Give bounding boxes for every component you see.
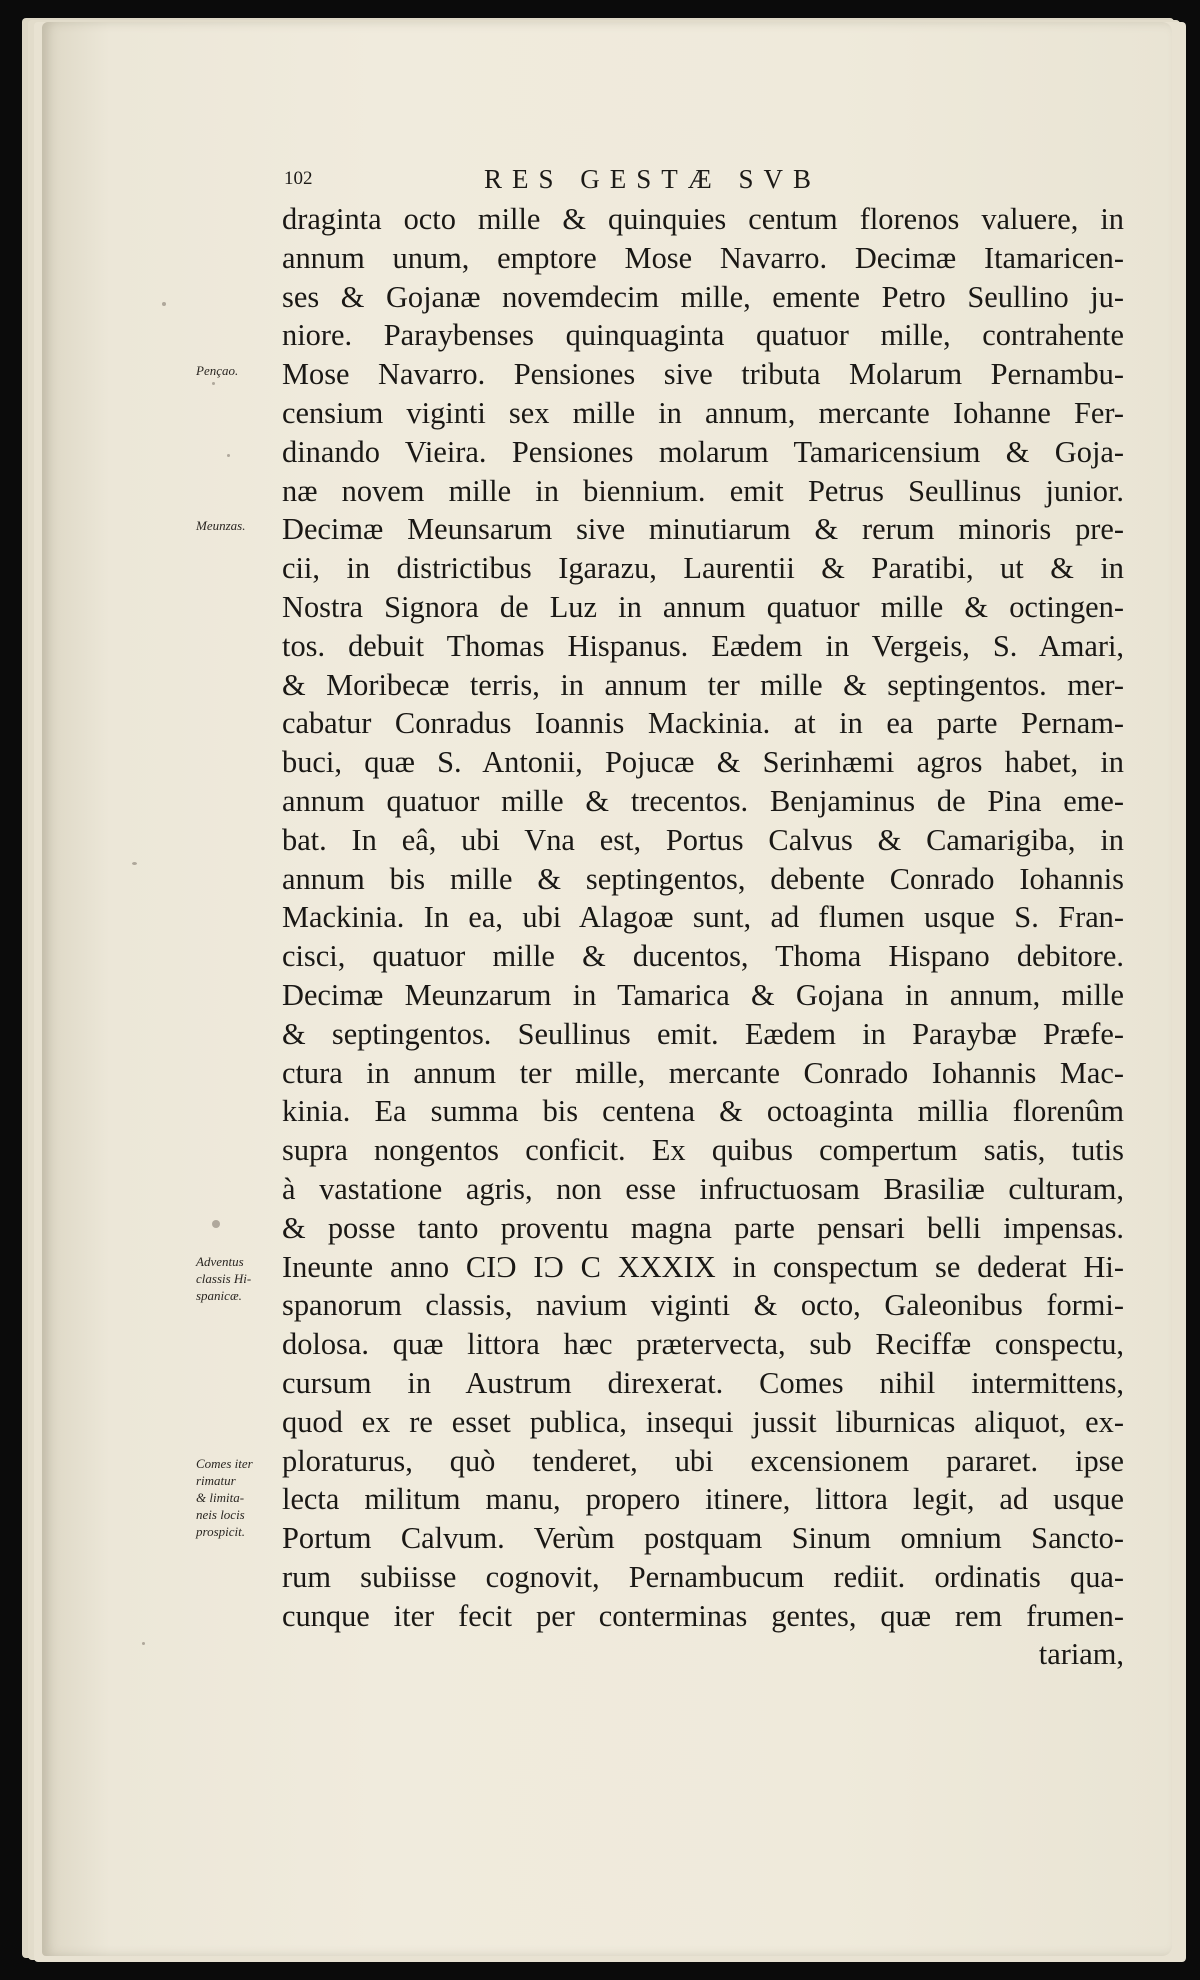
paper-speck [212, 1220, 220, 1228]
text-line: rum subiisse cognovit, Pernambucum rediit. ordinatis qua- [282, 1559, 1124, 1594]
text-line: dinando Vieira. Pensiones molarum Tamaricensium & Goja- [282, 434, 1124, 469]
text-line: Decimæ Meunzarum in Tamarica & Gojana in annum, mille [282, 977, 1124, 1012]
text-line: Portum Calvum. Verùm postquam Sinum omnium Sancto- [282, 1521, 1124, 1556]
text-line: cursum in Austrum direxerat. Comes nihil intermittens, [282, 1365, 1124, 1400]
margin-note-meunzas [196, 517, 280, 534]
text-line: tos. debuit Thomas Hispanus. Eædem in Vergeis, S. Amari, [282, 628, 1124, 663]
text-line: quod ex re esset publica, insequi jussit liburnicas aliquot, ex- [282, 1404, 1124, 1439]
margin-note-pencao [196, 362, 280, 379]
text-line: annum unum, emptore Mose Navarro. Decimæ Itamaricen- [282, 240, 1124, 275]
text-line: ctura in annum ter mille, mercante Conrado Iohannis Mac- [282, 1055, 1124, 1090]
catchword: tariam, [1038, 1637, 1124, 1672]
text-line: næ novem mille in biennium. emit Petrus Seullinus junior. [282, 473, 1124, 508]
text-line: Mose Navarro. Pensiones sive tributa Molarum Pernambu- [282, 357, 1124, 392]
margin-note-line: spanicæ. [196, 1288, 242, 1303]
text-line: Nostra Signora de Luz in annum quatuor mille & octingen- [282, 589, 1124, 624]
margin-note-line: Pençao. [196, 363, 239, 378]
text-line: spanorum classis, navium viginti & octo, Galeonibus formi- [282, 1288, 1124, 1323]
page-number: 102 [284, 168, 313, 189]
margin-note-line: classis Hi- [196, 1271, 252, 1286]
text-line: ploraturus, quò tenderet, ubi excensionem pararet. ipse [282, 1443, 1124, 1478]
text-line: buci, quæ S. Antonii, Pojucæ & Serinhæmi agros habet, in [282, 745, 1124, 780]
main-text [282, 200, 1124, 1674]
paper-speck [227, 454, 230, 457]
text-line: draginta octo mille & quinquies centum florenos valuere, in [282, 202, 1124, 236]
running-head: RES GESTÆ SVB [484, 164, 822, 194]
paper-speck [162, 302, 166, 306]
text-line: dolosa. quæ littora hæc prætervecta, sub Reciffæ conspectu, [282, 1327, 1124, 1362]
margin-note-line: Comes iter [196, 1456, 253, 1471]
paper-speck [212, 382, 215, 385]
margin-note-line: prospicit. [196, 1524, 245, 1539]
text-line: niore. Paraybenses quinquaginta quatuor mille, contrahente [282, 318, 1124, 353]
text-line: Ineunte anno CIƆ IƆ C XXXIX in conspectum se dederat Hi- [282, 1249, 1124, 1284]
text-line: Mackinia. In ea, ubi Alagoæ sunt, ad flumen usque S. Fran- [282, 900, 1124, 935]
text-line: supra nongentos conficit. Ex quibus compertum satis, tutis [282, 1133, 1124, 1168]
text-line: à vastatione agris, non esse infructuosam Brasiliæ culturam, [282, 1171, 1124, 1206]
text-line: cunque iter fecit per conterminas gentes, quæ rem frumen- [282, 1598, 1124, 1633]
margin-note-comes [196, 1455, 280, 1540]
text-line: cii, in districtibus Igarazu, Laurentii & Paratibi, ut & in [282, 551, 1124, 586]
text-line: & posse tanto proventu magna parte pensari belli impensas. [282, 1210, 1124, 1245]
paper-speck [132, 862, 137, 865]
margin-note-line: rimatur [196, 1473, 236, 1488]
margin-note-line: Meunzas. [196, 518, 246, 533]
text-line: cabatur Conradus Ioannis Mackinia. at in ea parte Pernam- [282, 706, 1124, 741]
margin-note-adventus [196, 1253, 280, 1304]
margin-note-line: Adventus [196, 1254, 244, 1269]
page-header [284, 164, 1104, 198]
text-line: & Moribecæ terris, in annum ter mille & septingentos. mer- [282, 667, 1124, 702]
text-line: censium viginti sex mille in annum, mercante Iohanne Fer- [282, 395, 1124, 430]
text-line: kinia. Ea summa bis centena & octoaginta millia florenûm [282, 1094, 1124, 1129]
text-line: cisci, quatuor mille & ducentos, Thoma Hispano debitore. [282, 939, 1124, 974]
text-line: ses & Gojanæ novemdecim mille, emente Petro Seullino ju- [282, 279, 1124, 314]
margin-note-line: & limita- [196, 1490, 245, 1505]
text-line: lecta militum manu, propero itinere, littora legit, ad usque [282, 1482, 1124, 1517]
text-line: annum bis mille & septingentos, debente Conrado Iohannis [282, 861, 1124, 896]
text-line: Decimæ Meunsarum sive minutiarum & rerum minoris pre- [282, 512, 1124, 547]
paper-speck [142, 1642, 145, 1645]
text-line: & septingentos. Seullinus emit. Eædem in Paraybæ Præfe- [282, 1016, 1124, 1051]
text-line: annum quatuor mille & trecentos. Benjaminus de Pina eme- [282, 783, 1124, 818]
margin-note-line: neis locis [196, 1507, 245, 1522]
text-line: bat. In eâ, ubi Vna est, Portus Calvus & Camarigiba, in [282, 822, 1124, 857]
